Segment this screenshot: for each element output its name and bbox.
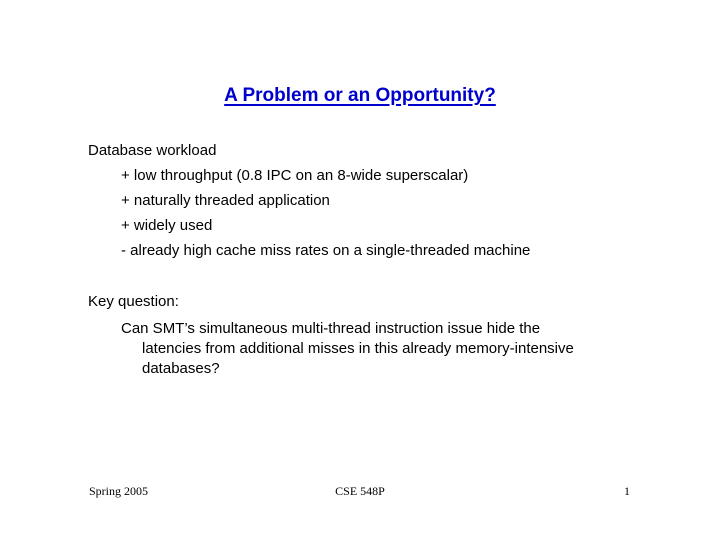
bullet-widely-used: + widely used bbox=[121, 217, 213, 234]
footer-page-number: 1 bbox=[624, 484, 630, 498]
section-heading-database-workload: Database workload bbox=[88, 142, 217, 159]
question-line-1: Can SMT’s simultaneous multi-thread instruction issue hide the bbox=[121, 320, 541, 337]
bullet-naturally-threaded: + naturally threaded application bbox=[121, 192, 330, 209]
footer-date: Spring 2005 bbox=[89, 484, 149, 498]
section-heading-key-question: Key question: bbox=[88, 293, 179, 310]
bullet-high-cache-miss: - already high cache miss rates on a single-threaded machine bbox=[121, 242, 531, 259]
footer-course: CSE 548P bbox=[335, 484, 385, 498]
question-line-2: latencies from additional misses in this already memory-intensive bbox=[142, 340, 574, 357]
bullet-low-throughput: + low throughput (0.8 IPC on an 8-wide superscalar) bbox=[121, 167, 469, 184]
slide-title: A Problem or an Opportunity? bbox=[224, 85, 496, 106]
question-line-3: databases? bbox=[142, 360, 220, 377]
